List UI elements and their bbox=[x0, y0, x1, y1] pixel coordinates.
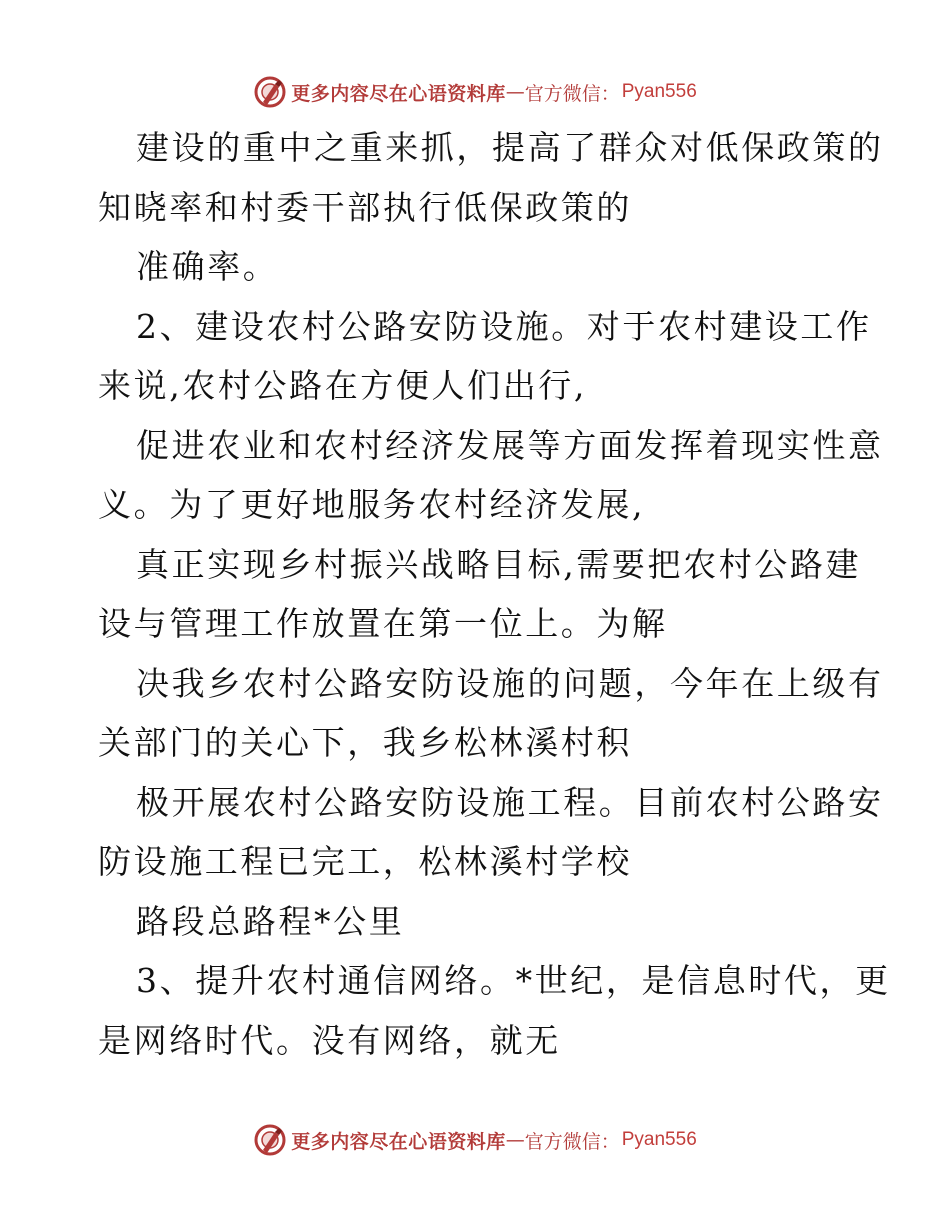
text-line: 设与管理工作放置在第一位上。为解 bbox=[98, 604, 668, 643]
text-line: 3、提升农村通信网络。*世纪，是信息时代，更 bbox=[136, 961, 891, 1000]
text-line: 知晓率和村委干部执行低保政策的 bbox=[98, 187, 632, 227]
pen-nib-logo-icon bbox=[253, 1123, 287, 1157]
footer-banner bbox=[0, 1120, 950, 1160]
document-body bbox=[98, 118, 891, 1070]
footer-wechat-label: 官方微信： bbox=[524, 1130, 620, 1153]
text-line: 极开展农村公路安防设施工程。目前农村公路安 bbox=[136, 782, 884, 822]
text-line: 准确率。 bbox=[136, 247, 279, 286]
footer-wechat-id: Pyan556 bbox=[621, 1129, 697, 1150]
footer-library-text: 更多内容尽在心语资料库 bbox=[291, 1130, 506, 1153]
pen-nib-logo-icon bbox=[253, 75, 287, 109]
footer-dash: — bbox=[505, 1129, 525, 1151]
text-line: 决我乡农村公路安防设施的问题，今年在上级有 bbox=[136, 663, 884, 703]
text-line: 建设的重中之重来抓，提高了群众对低保政策的 bbox=[136, 128, 884, 167]
header-library-text: 更多内容尽在心语资料库 bbox=[291, 82, 506, 105]
text-line: 路段总路程*公里 bbox=[136, 901, 405, 941]
text-line: 是网络时代。没有网络，就无 bbox=[98, 1020, 561, 1060]
text-line: 义。为了更好地服务农村经济发展, bbox=[98, 485, 646, 524]
text-line: 促进农业和农村经济发展等方面发挥着现实性意 bbox=[136, 425, 884, 465]
text-line: 2、建设农村公路安防设施。对于农村建设工作 bbox=[136, 306, 872, 346]
text-line: 关部门的关心下，我乡松林溪村积 bbox=[98, 723, 632, 762]
header-wechat-id: Pyan556 bbox=[621, 81, 697, 102]
text-line: 防设施工程已完工，松林溪村学校 bbox=[98, 842, 632, 881]
header-banner bbox=[0, 72, 950, 112]
text-line: 真正实现乡村振兴战略目标,需要把农村公路建 bbox=[136, 544, 862, 584]
header-wechat-label: 官方微信： bbox=[524, 82, 620, 105]
header-dash: — bbox=[505, 81, 525, 103]
text-line: 来说,农村公路在方便人们出行, bbox=[98, 366, 587, 405]
